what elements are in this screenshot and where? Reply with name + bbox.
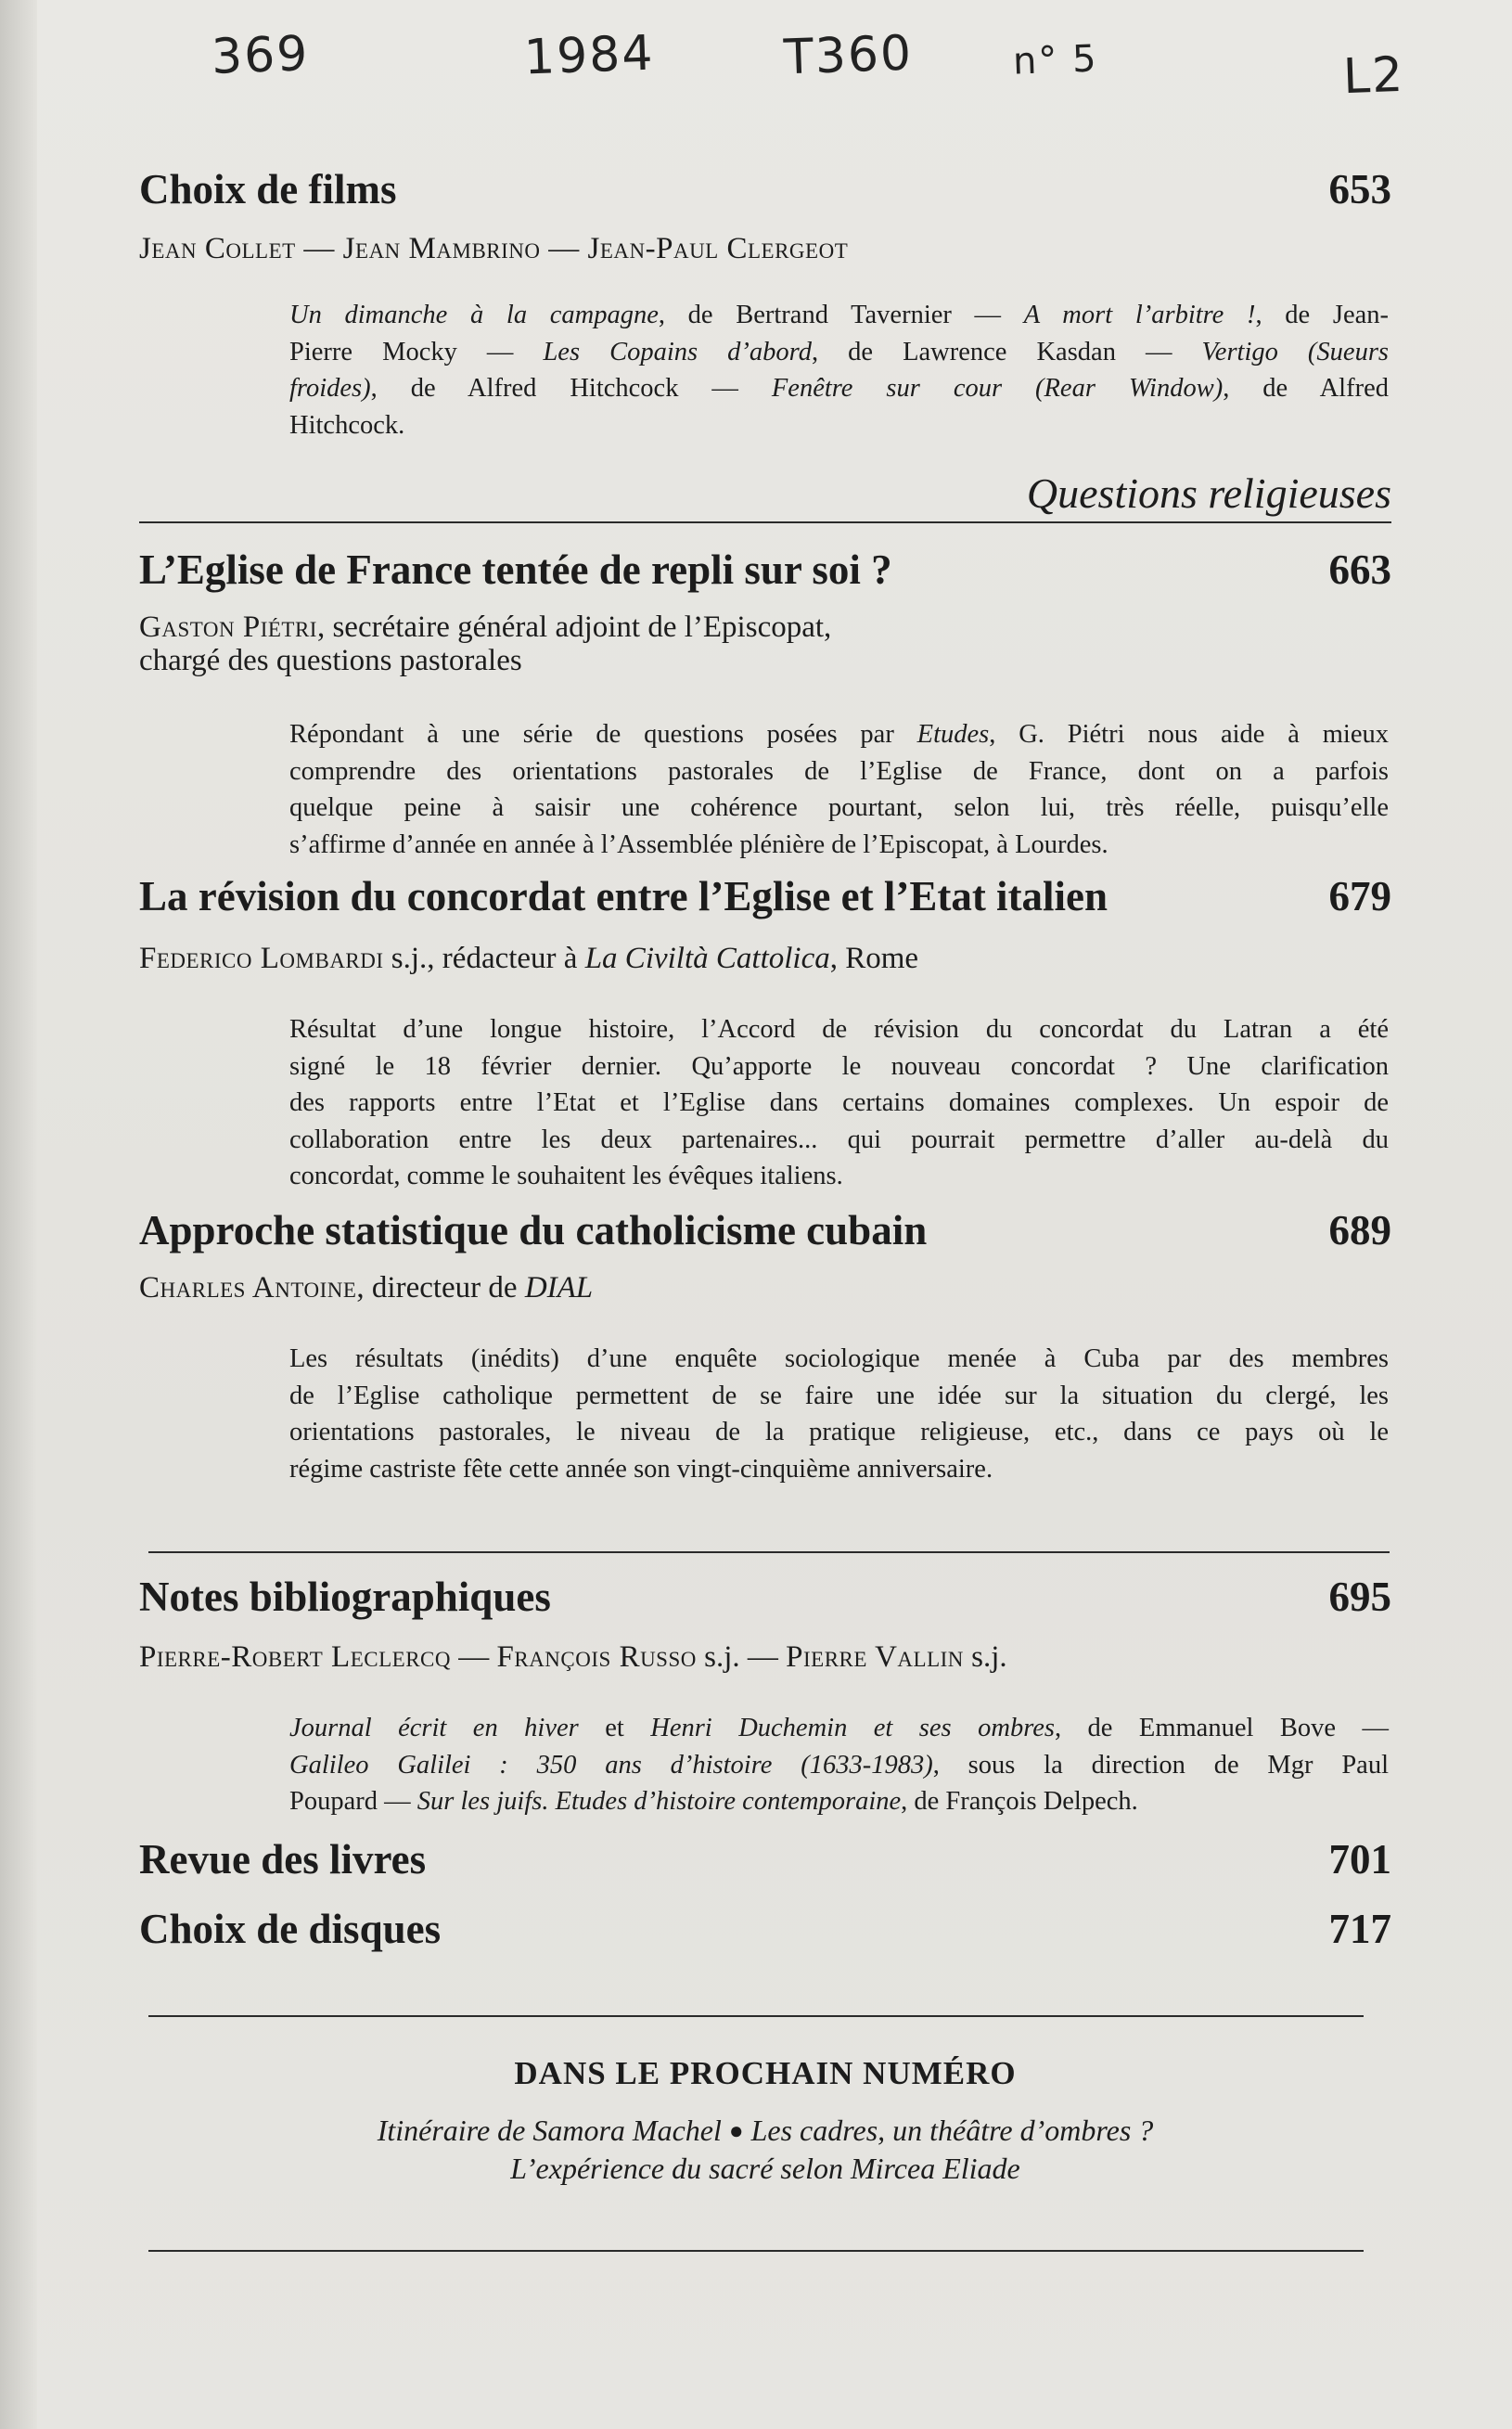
abstract-line xyxy=(289,1341,1389,1378)
text-run: s.j., rédacteur à xyxy=(383,942,585,975)
text-run: — xyxy=(451,1640,497,1674)
abstract-line xyxy=(289,827,1389,864)
entry-title-concordat xyxy=(139,872,1391,920)
entry-abstract xyxy=(289,716,1389,863)
abstract-line xyxy=(289,1451,1389,1488)
handwritten-number: 369 xyxy=(210,26,311,85)
entry-abstract xyxy=(289,1710,1389,1820)
author-name: Gaston Piétri xyxy=(139,610,317,644)
text-run: , de Lawrence Kasdan — xyxy=(811,337,1202,366)
handwritten-issue: n° 5 xyxy=(1012,37,1099,84)
text-run: de l’Eglise catholique permettent de se faire une idée sur la situation du clergé, les xyxy=(289,1381,1389,1410)
text-run: , de Alfred Hitchcock — xyxy=(370,374,772,403)
abstract-line xyxy=(289,790,1389,827)
text-run: , sous la direction de Mgr Paul xyxy=(932,1750,1389,1780)
entry-title-text: Notes bibliographiques xyxy=(139,1574,551,1620)
entry-authors xyxy=(139,942,1391,975)
abstract-line xyxy=(289,1085,1389,1122)
entry-page-number: 679 xyxy=(1328,873,1391,919)
section-rule xyxy=(139,521,1391,523)
text-run: Etudes xyxy=(916,720,990,749)
text-run: collaboration entre les deux partenaires... qui pourrait permettre d’aller au-delà du xyxy=(289,1125,1389,1154)
text-run: , de Bertrand Tavernier — xyxy=(658,301,1024,329)
divider-rule xyxy=(148,1551,1390,1553)
text-run: quelque peine à saisir une cohérence pourtant, selon lui, très réelle, puisqu’elle xyxy=(289,793,1389,822)
text-run: , directeur de xyxy=(356,1271,525,1304)
abstract-line xyxy=(289,716,1389,753)
text-run: Les Copains d’abord xyxy=(543,337,812,366)
handwritten-tome: T360 xyxy=(782,25,915,86)
abstract-line xyxy=(289,753,1389,790)
next-issue-item: Itinéraire de Samora Machel xyxy=(377,2114,722,2147)
section-heading: Questions religieuses xyxy=(1026,469,1391,517)
text-run: s.j. — xyxy=(696,1640,787,1674)
author-name: Federico Lombardi xyxy=(139,942,384,975)
binding-shadow xyxy=(0,0,37,2429)
entry-page-number: 717 xyxy=(1328,1906,1391,1952)
entry-title-text: Revue des livres xyxy=(139,1836,427,1883)
entry-title-notes-bibliographiques xyxy=(139,1573,1391,1621)
next-issue-heading: DANS LE PROCHAIN NUMÉRO xyxy=(514,2055,1017,2091)
text-run: DIAL xyxy=(524,1271,594,1304)
abstract-line xyxy=(289,1710,1389,1747)
abstract-line xyxy=(289,1158,1389,1195)
abstract-line xyxy=(289,1414,1389,1451)
text-run: Un dimanche à la campagne xyxy=(289,301,659,329)
author-name: Pierre Vallin xyxy=(786,1640,964,1674)
entry-abstract xyxy=(289,1011,1389,1195)
entry-title-catholicisme-cubain xyxy=(139,1206,1391,1254)
entry-title-text: Choix de disques xyxy=(139,1906,442,1952)
handwritten-year: 1984 xyxy=(522,25,656,86)
text-run: concordat, comme le souhaitent les évêques italiens. xyxy=(289,1162,843,1190)
text-run: Hitchcock. xyxy=(289,410,405,440)
next-issue-line-1 xyxy=(139,2113,1391,2149)
text-run: des rapports entre l’Etat et l’Eglise dans certains domaines complexes. Un espoir de xyxy=(289,1088,1389,1117)
text-run: La Civiltà Cattolica xyxy=(584,942,830,975)
abstract-line xyxy=(289,370,1389,407)
entry-page-number: 701 xyxy=(1328,1836,1391,1883)
abstract-line xyxy=(289,407,1389,444)
text-run: Galileo Galilei : 350 ans d’histoire (1633-1983) xyxy=(289,1750,933,1780)
entry-title-choix-de-disques xyxy=(139,1905,1391,1953)
entry-page-number: 695 xyxy=(1328,1574,1391,1620)
entry-title-text: Choix de films xyxy=(139,166,397,212)
entry-title-text: L’Eglise de France tentée de repli sur soi ? xyxy=(139,546,892,593)
abstract-line xyxy=(289,1011,1389,1048)
text-run: Les résultats (inédits) d’une enquête sociologique menée à Cuba par des membres xyxy=(289,1344,1389,1373)
text-run: s.j. xyxy=(963,1640,1007,1674)
text-run: régime castriste fête cette année son vingt-cinquième anniversaire. xyxy=(289,1454,993,1484)
author-affiliation xyxy=(356,1271,593,1304)
entry-title-eglise-de-france xyxy=(139,546,1391,594)
entry-authors xyxy=(139,1640,1391,1674)
divider-rule xyxy=(148,2250,1364,2252)
entry-title-choix-de-films xyxy=(139,165,1391,213)
text-run: froides) xyxy=(289,374,371,403)
text-run: , Rome xyxy=(829,942,919,975)
author-affiliation-line2: chargé des questions pastorales xyxy=(139,644,522,677)
entry-title-text: Approche statistique du catholicisme cubain xyxy=(139,1207,928,1253)
author-name: Charles Antoine xyxy=(139,1271,357,1304)
text-run: s’affirme d’année en année à l’Assemblée plénière de l’Episcopat, à Lourdes. xyxy=(289,829,1108,859)
entry-abstract xyxy=(289,1341,1389,1487)
author-name: Pierre-Robert Leclercq xyxy=(139,1640,451,1674)
abstract-line xyxy=(289,1122,1389,1159)
entry-title-text: La révision du concordat entre l’Eglise et l’Etat italien xyxy=(139,873,1108,919)
text-run: Pierre Mocky — xyxy=(289,337,544,366)
abstract-line xyxy=(289,1783,1389,1820)
entry-authors xyxy=(139,610,1391,644)
text-run: Résultat d’une longue histoire, l’Accord de révision du concordat du Latran a été xyxy=(289,1015,1389,1044)
entry-title-revue-des-livres xyxy=(139,1835,1391,1883)
text-run: , G. Piétri nous aide à mieux xyxy=(989,720,1390,749)
entry-authors: Jean Collet — Jean Mambrino — Jean-Paul Clergeot xyxy=(139,232,849,265)
text-run: et xyxy=(578,1714,651,1742)
text-run: , de François Delpech. xyxy=(901,1787,1138,1816)
text-run: Vertigo (Sueurs xyxy=(1201,337,1389,366)
next-issue-item: Les cadres, un théâtre d’ombres ? xyxy=(750,2114,1154,2147)
text-run: Henri Duchemin et ses ombres xyxy=(650,1714,1055,1742)
text-run: orientations pastorales, le niveau de la pratique religieuse, etc., dans ce pays où le xyxy=(289,1418,1389,1446)
author-name: François Russo xyxy=(496,1640,697,1674)
text-run: Journal écrit en hiver xyxy=(289,1714,579,1742)
text-run: , de Emmanuel Bove — xyxy=(1054,1714,1389,1742)
text-run: Répondant à une série de questions posées par xyxy=(289,720,917,749)
text-run: comprendre des orientations pastorales de l’Eglise de France, dont on a parfois xyxy=(289,756,1389,786)
divider-rule xyxy=(148,2015,1364,2017)
text-run: Fenêtre sur cour (Rear Window) xyxy=(771,374,1224,403)
bullet-icon: ● xyxy=(728,2117,744,2144)
text-run: , de Alfred xyxy=(1223,374,1389,403)
text-run: A mort l’arbitre ! xyxy=(1023,301,1256,329)
author-affiliation xyxy=(384,942,919,975)
abstract-line xyxy=(289,297,1389,334)
entry-page-number: 689 xyxy=(1328,1207,1391,1253)
handwritten-code: L2 xyxy=(1341,46,1406,106)
abstract-line xyxy=(289,334,1389,371)
text-run: Sur les juifs. Etudes d’histoire contemporaine xyxy=(416,1787,902,1816)
abstract-line xyxy=(289,1048,1389,1086)
entry-page-number: 653 xyxy=(1328,166,1391,212)
text-run: , de Jean- xyxy=(1255,301,1389,329)
text-run: Poupard — xyxy=(289,1787,417,1816)
entry-authors xyxy=(139,1271,1391,1304)
abstract-line xyxy=(289,1378,1389,1415)
entry-abstract xyxy=(289,297,1389,443)
abstract-line xyxy=(289,1747,1389,1784)
text-run: signé le 18 février dernier. Qu’apporte le nouveau concordat ? Une clarification xyxy=(289,1051,1389,1081)
author-affiliation: , secrétaire général adjoint de l’Episcopat, xyxy=(316,610,832,644)
entry-page-number: 663 xyxy=(1328,546,1391,593)
next-issue-line-2: L’expérience du sacré selon Mircea Eliade xyxy=(510,2152,1020,2185)
